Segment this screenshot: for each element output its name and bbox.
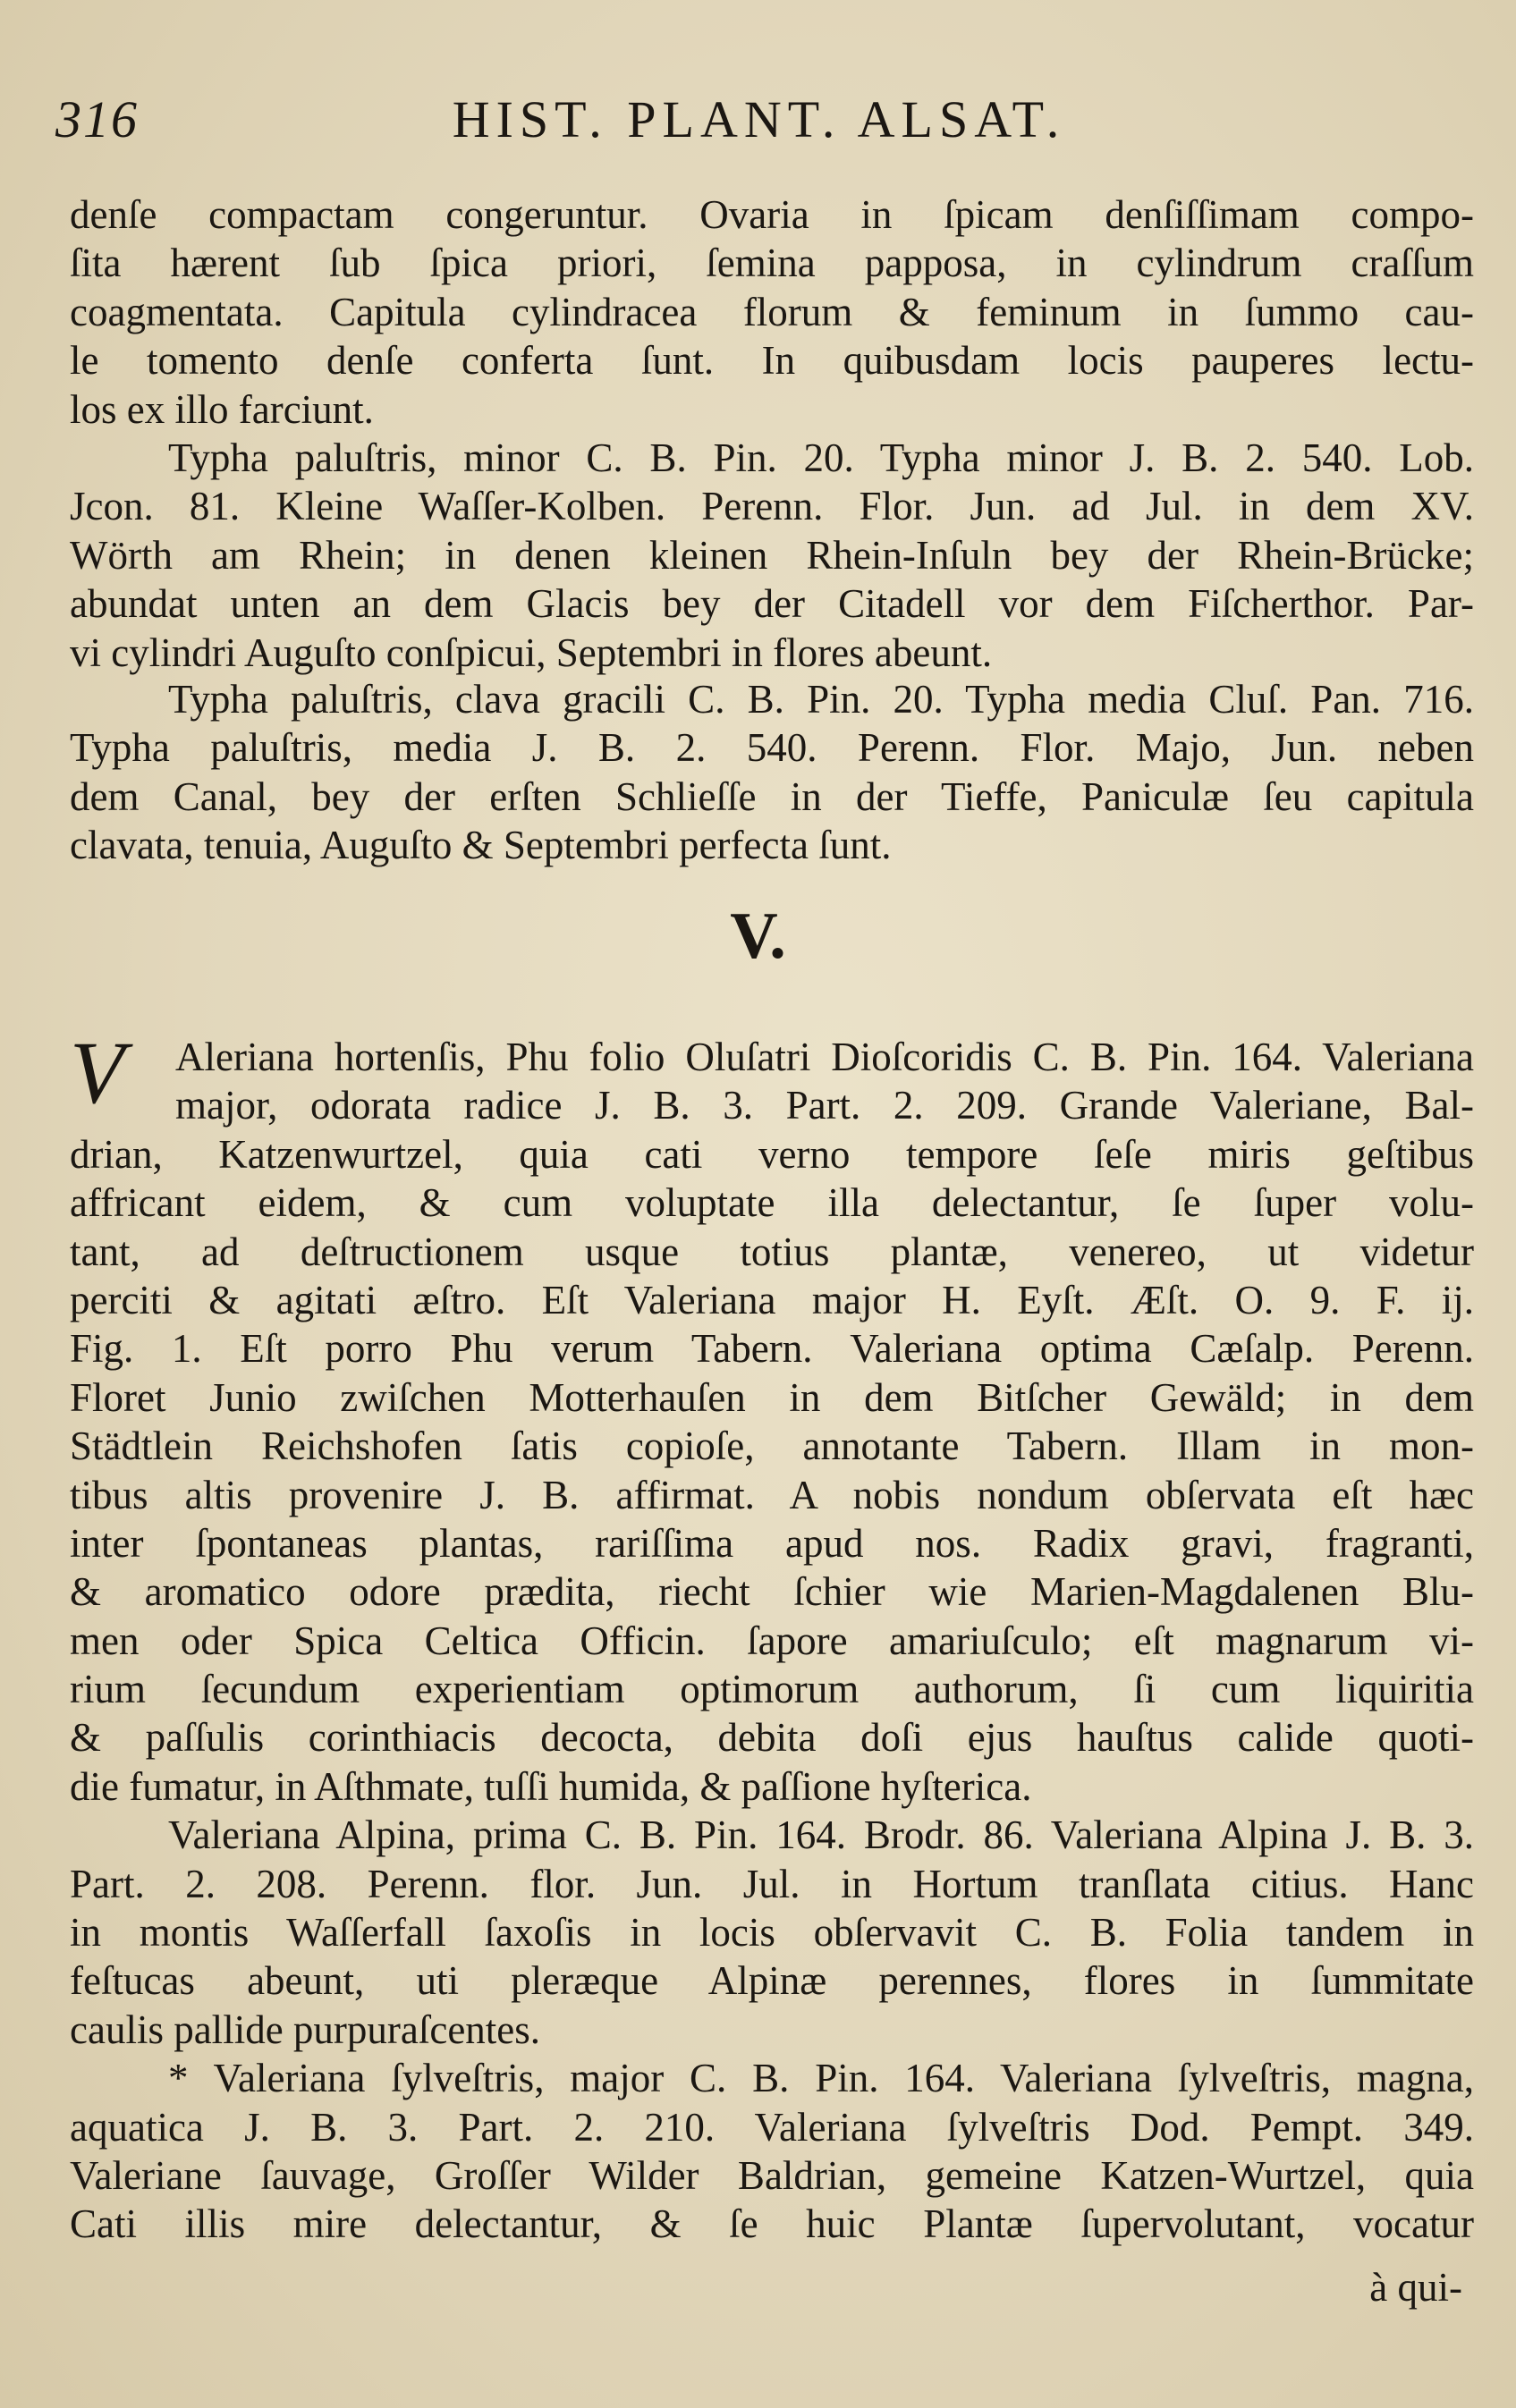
text-line: Typha paluſtris, media J. B. 2. 540. Perenn. Flor. Majo, Jun. neben <box>70 725 1474 771</box>
text-line: die fumatur, in Aſthmate, tuſſi humida, & paſſione hyſterica. <box>70 1763 1032 1809</box>
text-line: Typha paluſtris, minor C. B. Pin. 20. Typha minor J. B. 2. 540. Lob. <box>168 435 1474 480</box>
text-line: coagmentata. Capitula cylindracea florum & feminum in ſummo cau- <box>70 289 1474 334</box>
text-line: major, odorata radice J. B. 3. Part. 2. 209. Grande Valeriane, Bal- <box>175 1083 1474 1128</box>
paragraph-typha-minor <box>70 434 1474 677</box>
paragraph-valeriana <box>70 1033 1474 2249</box>
text-line: drian, Katzenwurtzel, quia cati verno tempore ſeſe miris geſtibus <box>70 1131 1474 1177</box>
text-line: affricant eidem, & cum voluptate illa delectantur, ſe ſuper volu- <box>70 1180 1474 1226</box>
text-line: denſe compactam congeruntur. Ovaria in ſpicam denſiſſimam compo- <box>70 192 1474 237</box>
text-line: inter ſpontaneas plantas, rariſſima apud nos. Radix gravi, fragranti, <box>70 1520 1474 1566</box>
text-line: & paſſulis corinthiacis decocta, debita doſi ejus hauſtus calide quoti- <box>70 1715 1474 1761</box>
text-line: Jcon. 81. Kleine Waſſer-Kolben. Perenn. Flor. Jun. ad Jul. in dem XV. <box>70 484 1474 529</box>
text-line: feſtucas abeunt, uti pleræque Alpinæ perennes, flores in ſummitate <box>70 1958 1474 2004</box>
page-number: 316 <box>55 90 139 148</box>
text-line: aquatica J. B. 3. Part. 2. 210. Valeriana ſylveſtris Dod. Pempt. 349. <box>70 2104 1474 2150</box>
text-line: dem Canal, bey der erſten Schlieſſe in der Tieffe, Paniculæ ſeu capitula <box>70 773 1474 819</box>
text-line: Part. 2. 208. Perenn. flor. Jun. Jul. in Hortum tranſlata citius. Hanc <box>70 1861 1474 1906</box>
text-line: rium ſecundum experientiam optimorum authorum, ſi cum liquiritia <box>70 1667 1474 1712</box>
text-line: men oder Spica Celtica Officin. ſapore amariuſculo; eſt magnarum vi- <box>70 1618 1474 1663</box>
catchword: à qui- <box>1369 2265 1462 2310</box>
text-line: tant, ad deſtructionem usque totius plantæ, venereo, ut videtur <box>70 1229 1474 1274</box>
text-line: le tomento denſe conferta ſunt. In quibusdam locis pauperes lectu- <box>70 338 1474 384</box>
text-line: in montis Waſſerfall ſaxoſis in locis obſervavit C. B. Folia tandem in <box>70 1910 1474 1956</box>
page-header <box>55 89 1444 161</box>
paragraph-typha-media <box>70 675 1474 870</box>
text-line: Valeriana Alpina, prima C. B. Pin. 164. Brodr. 86. Valeriana Alpina J. B. 3. <box>168 1812 1474 1858</box>
text-line: Valeriane ſauvage, Groſſer Wilder Baldrian, gemeine Katzen-Wurtzel, quia <box>70 2152 1474 2198</box>
text-line: Fig. 1. Eſt porro Phu verum Tabern. Valeriana optima Cæſalp. Perenn. <box>70 1326 1474 1372</box>
text-line: Städtlein Reichshofen ſatis copioſe, annotante Tabern. Illam in mon- <box>70 1424 1474 1469</box>
text-line: & aromatico odore prædita, riecht ſchier wie Marien-Magdalenen Blu- <box>70 1569 1474 1615</box>
paragraph-typha-description <box>70 190 1474 434</box>
text-line: tibus altis provenire J. B. affirmat. A nobis nondum obſervata eſt hæc <box>70 1472 1474 1517</box>
drop-cap: V <box>70 1023 125 1122</box>
text-line: caulis pallide purpuraſcentes. <box>70 2007 541 2052</box>
text-line: los ex illo farciunt. <box>70 386 374 432</box>
text-line: * Valeriana ſylveſtris, major C. B. Pin. 164. Valeriana ſylveſtris, magna, <box>168 2056 1474 2101</box>
text-line: ſita hærent ſub ſpica priori, ſemina papposa, in cylindrum craſſum <box>70 241 1474 286</box>
text-line: Floret Junio zwiſchen Motterhauſen in dem Bitſcher Gewäld; in dem <box>70 1374 1474 1420</box>
text-line: perciti & agitati æſtro. Eſt Valeriana major H. Eyſt. Æſt. O. 9. F. ij. <box>70 1277 1474 1322</box>
text-line: Aleriana hortenſis, Phu folio Oluſatri Dioſcoridis C. B. Pin. 164. Valeriana <box>175 1035 1474 1079</box>
text-line: abundat unten an dem Glacis bey der Citadell vor dem Fiſcherthor. Par- <box>70 581 1474 627</box>
text-line: Wörth am Rhein; in denen kleinen Rhein-Inſuln bey der Rhein-Brücke; <box>70 532 1474 578</box>
text-line: vi cylindri Auguſto conſpicui, Septembri in flores abeunt. <box>70 629 993 675</box>
text-line: Typha paluſtris, clava gracili C. B. Pin. 20. Typha media Cluſ. Pan. 716. <box>168 677 1474 722</box>
text-line: Cati illis mire delectantur, & ſe huic Plantæ ſupervolutant, vocatur <box>70 2201 1474 2247</box>
text-line: clavata, tenuia, Auguſto & Septembri perfecta ſunt. <box>70 823 892 868</box>
running-title: HIST. PLANT. ALSAT. <box>452 90 1066 148</box>
section-heading: V. <box>730 900 786 973</box>
